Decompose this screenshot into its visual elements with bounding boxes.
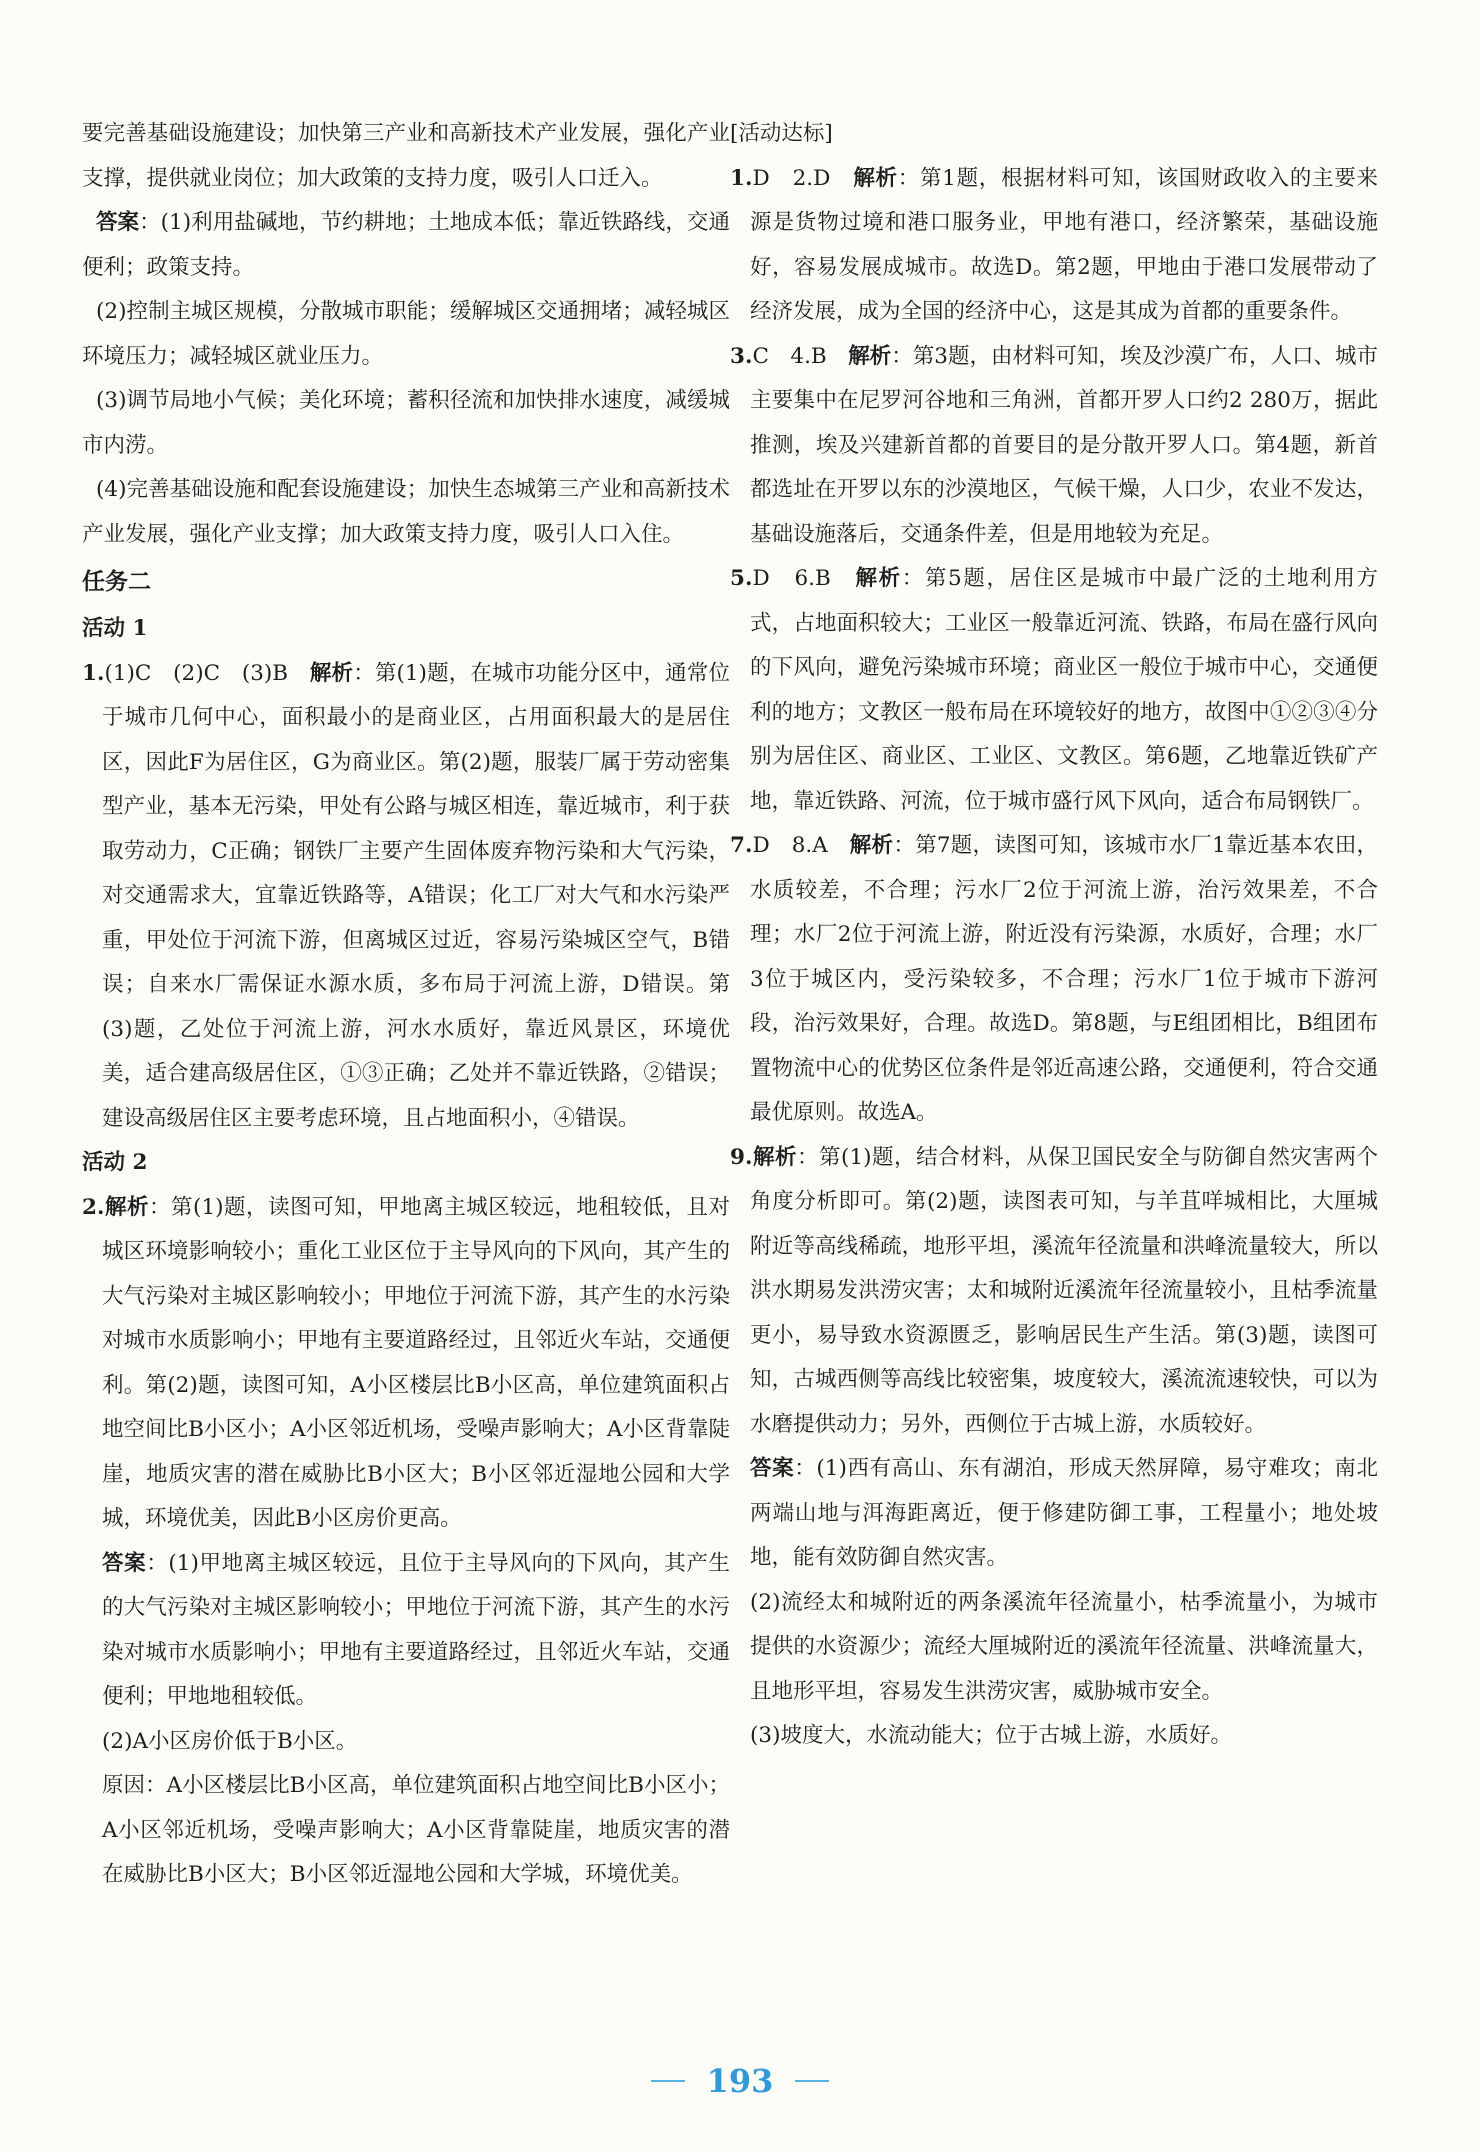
right-column bbox=[730, 112, 1378, 1759]
question-9-answer-3: (3)坡度大，水流动能大；位于古城上游，水质好。 bbox=[750, 1723, 1232, 1748]
answer-1 bbox=[82, 201, 730, 290]
question-number: 1. bbox=[82, 660, 105, 686]
question-number: 9. bbox=[730, 1144, 753, 1170]
analysis-text: ：第3题，由材料可知，埃及沙漠广布，人口、城市主要集中在尼罗河谷地和三角洲，首都开罗人口约2 280万，据此推测，埃及兴建新首都的首要目的是分散开罗人口。第4题，新首都选址在开罗以东的沙漠地区，气候干燥，人口少，农业不发达，基础设施落后，交通条件差，但是用地较为充足。 bbox=[750, 343, 1378, 547]
page-number: 193 bbox=[706, 2062, 774, 2100]
answer-label: 答案 bbox=[96, 210, 140, 235]
question-choices: D 6.B bbox=[752, 566, 856, 591]
question-choices: D 2.D bbox=[752, 165, 854, 191]
answer-text: ：(1)利用盐碱地，节约耕地；土地成本低；靠近铁路线，交通便利；政策支持。 bbox=[82, 210, 730, 280]
question-number: 2. bbox=[82, 1194, 105, 1220]
answer-label: 答案 bbox=[750, 1456, 795, 1481]
question-choices: D 8.A bbox=[752, 833, 850, 858]
analysis-text: ：第(1)题，在城市功能分区中，通常位于城市几何中心，面积最小的是商业区，占用面积最大的是居住区，因此F为居住区，G为商业区。第(2)题，服装厂属于劳动密集型产业，基本无污染，甲处有公路与城区相连，靠近城市，利于获取劳动力，C正确；钢铁厂主要产生固体废弃物污染和大气污染，对交通需求大，宜靠近铁路等，A错误；化工厂对大气和水污染严重，甲处位于河流下游，但离城区过近，容易污染城区空气，B错误；自来水厂需保证水源水质，多布局于河流上游，D错误。第(3)题，乙处位于河流上游，河水水质好，靠近风景区，环境优美，适合建高级居住区，①③正确；乙处并不靠近铁路，②错误；建设高级居住区主要考虑环境，且占地面积小，④错误。 bbox=[102, 660, 730, 1131]
section-header: [活动达标] bbox=[730, 121, 833, 146]
analysis-label: 解析 bbox=[752, 1144, 798, 1170]
analysis-label: 解析 bbox=[849, 833, 894, 858]
answer-3: (3)调节局地小气候；美化环境；蓄积径流和加快排水速度，减缓城市内涝。 bbox=[82, 388, 730, 458]
page-footer bbox=[0, 2062, 1480, 2100]
question-2-answer bbox=[82, 1542, 730, 1720]
analysis-text: ：第7题，读图可知，该城市水厂1靠近基本农田，水质较差，不合理；污水厂2位于河流上游，治污效果差，不合理；水厂2位于河流上游，附近没有污染源，水质好，合理；水厂3位于城区内，受污染较多，不合理；污水厂1位于城市下游河段，治污效果好，合理。故选D。第8题，与E组团相比，B组团布置物流中心的优势区位条件是邻近高速公路，交通便利，符合交通最优原则。故选A。 bbox=[750, 833, 1378, 1125]
intro-paragraph: 要完善基础设施建设；加快第三产业和高新技术产业发展，强化产业支撑，提供就业岗位；加大政策的支持力度，吸引人口迁入。 bbox=[82, 121, 730, 191]
analysis-label: 解析 bbox=[855, 566, 902, 591]
task-two-heading: 任务二 bbox=[82, 568, 151, 595]
activity-2-heading: 活动 2 bbox=[82, 1150, 148, 1175]
question-9-answer bbox=[730, 1447, 1378, 1581]
question-7-8 bbox=[730, 824, 1378, 1136]
answer-text: ：(1)甲地离主城区较远，且位于主导风向的下风向，其产生的大气污染对主城区影响较小；甲地位于河流下游，其产生的水污染对城市水质影响小；甲地有主要道路经过，且邻近火车站，交通便利；甲地地租较低。 bbox=[102, 1550, 730, 1709]
question-number: 1. bbox=[730, 165, 753, 191]
footer-rule-right bbox=[795, 2080, 829, 2082]
analysis-text: ：第1题，根据材料可知，该国财政收入的主要来源是货物过境和港口服务业，甲地有港口，经济繁荣，基础设施好，容易发展成城市。故选D。第2题，甲地由于港口发展带动了经济发展，成为全国的经济中心，这是其成为首都的重要条件。 bbox=[750, 165, 1378, 324]
answer-label: 答案 bbox=[102, 1550, 147, 1576]
question-3-4 bbox=[730, 335, 1378, 558]
question-2 bbox=[82, 1186, 730, 1542]
question-9-answer-2: (2)流经太和城附近的两条溪流年径流量小，枯季流量小，为城市提供的水资源少；流经大厘城附近的溪流年径流量、洪峰流量大，且地形平坦，容易发生洪涝灾害，威胁城市安全。 bbox=[750, 1589, 1378, 1704]
question-number: 5. bbox=[730, 566, 753, 591]
question-choices: C 4.B bbox=[752, 343, 849, 369]
analysis-text: ：第(1)题，结合材料，从保卫国民安全与防御自然灾害两个角度分析即可。第(2)题，读图表可知，与羊苴咩城相比，大厘城附近等高线稀疏，地形平坦，溪流年径流量和洪峰流量较大，所以洪水期易发洪涝灾害；太和城附近溪流年径流量较小，且枯季流量更小，易导致水资源匮乏，影响居民生产生活。第(3)题，读图可知，古城西侧等高线比较密集，坡度较大，溪流流速较快，可以为水磨提供动力；另外，西侧位于古城上游，水质较好。 bbox=[750, 1144, 1378, 1437]
footer-rule-left bbox=[651, 2080, 685, 2082]
question-1-2 bbox=[730, 157, 1378, 335]
answer-2: (2)控制主城区规模，分散城市职能；缓解城区交通拥堵；减轻城区环境压力；减轻城区就业压力。 bbox=[82, 299, 730, 369]
answer-text: ：(1)西有高山、东有湖泊，形成天然屏障，易守难攻；南北两端山地与洱海距离近，便于修建防御工事，工程量小；地处坡地，能有效防御自然灾害。 bbox=[750, 1456, 1378, 1570]
question-1 bbox=[82, 652, 730, 1142]
analysis-label: 解析 bbox=[309, 660, 354, 686]
left-column bbox=[82, 112, 730, 1898]
question-2-answer-2: (2)A小区房价低于B小区。 bbox=[102, 1728, 358, 1754]
question-9 bbox=[730, 1136, 1378, 1448]
answer-4: (4)完善基础设施和配套设施建设；加快生态城第三产业和高新技术产业发展，强化产业支撑；加大政策支持力度，吸引人口入住。 bbox=[82, 477, 730, 547]
question-number: 3. bbox=[730, 343, 753, 369]
question-2-reason: 原因：A小区楼层比B小区高，单位建筑面积占地空间比B小区小；A小区邻近机场，受噪声影响大；A小区背靠陡崖，地质灾害的潜在威胁比B小区大；B小区邻近湿地公园和大学城，环境优美。 bbox=[102, 1773, 730, 1887]
analysis-text: ：第5题，居住区是城市中最广泛的土地利用方式，占地面积较大；工业区一般靠近河流、铁路，布局在盛行风向的下风向，避免污染城市环境；商业区一般位于城市中心，交通便利的地方；文教区一般布局在环境较好的地方，故图中①②③④分别为居住区、商业区、工业区、文教区。第6题，乙地靠近铁矿产地，靠近铁路、河流，位于城市盛行风下风向，适合布局钢铁厂。 bbox=[750, 566, 1378, 814]
analysis-label: 解析 bbox=[848, 343, 892, 369]
analysis-label: 解析 bbox=[104, 1194, 150, 1220]
analysis-label: 解析 bbox=[853, 165, 898, 191]
activity-1-heading: 活动 1 bbox=[82, 616, 148, 641]
question-choices: (1)C (2)C (3)B bbox=[104, 660, 310, 686]
analysis-text: ：第(1)题，读图可知，甲地离主城区较远，地租较低，且对城区环境影响较小；重化工业区位于主导风向的下风向，其产生的大气污染对主城区影响较小；甲地位于河流下游，其产生的水污染对城市水质影响小；甲地有主要道路经过，且邻近火车站，交通便利。第(2)题，读图可知，A小区楼层比B小区高，单位建筑面积占地空间比B小区小；A小区邻近机场，受噪声影响大；A小区背靠陡崖，地质灾害的潜在威胁比B小区大；B小区邻近湿地公园和大学城，环境优美，因此B小区房价更高。 bbox=[102, 1194, 730, 1531]
question-5-6 bbox=[730, 557, 1378, 824]
question-number: 7. bbox=[730, 833, 753, 858]
